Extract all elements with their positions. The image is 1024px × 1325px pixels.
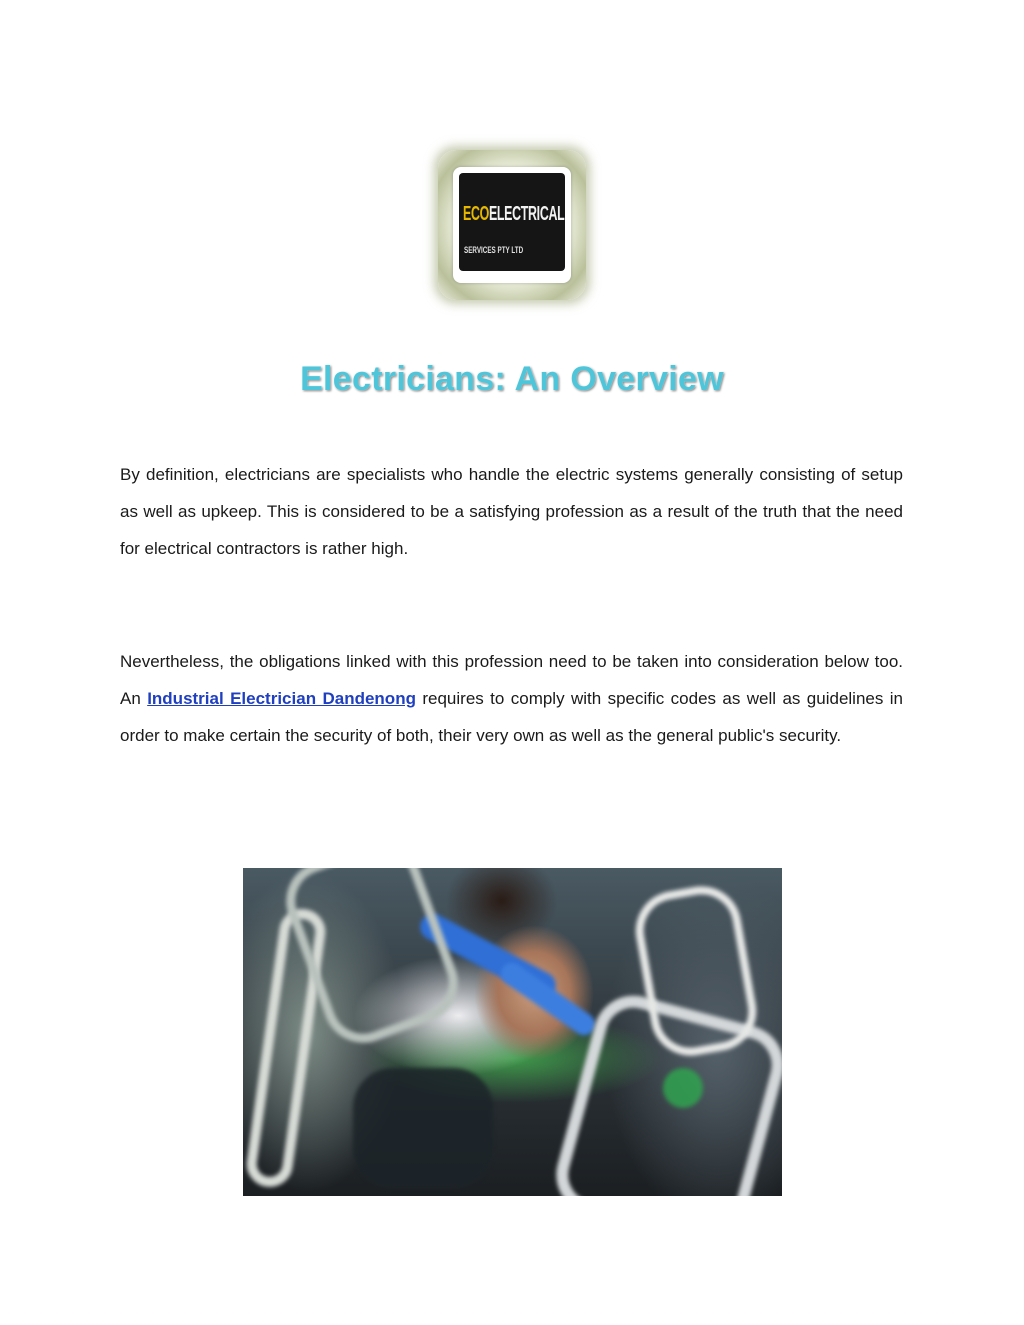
page-title: Electricians: An Overview bbox=[300, 360, 724, 398]
logo-card bbox=[453, 167, 571, 283]
logo-eco-text: ECO bbox=[463, 203, 489, 225]
industrial-electrician-link[interactable]: Industrial Electrician Dandenong bbox=[147, 689, 416, 708]
logo-plate bbox=[459, 173, 565, 271]
electrician-photo bbox=[243, 868, 782, 1196]
logo-wordmark bbox=[463, 203, 564, 226]
paragraph-obligations bbox=[120, 643, 903, 754]
photo-wire bbox=[497, 958, 600, 1039]
paragraph-text-before-link: Nevertheless, the obligations linked with this profession need to be taken into consideration below too. An bbox=[120, 652, 903, 708]
logo-electrical-text: ELECTRICAL bbox=[488, 203, 565, 225]
photo-wire bbox=[353, 1068, 493, 1188]
photo-wire bbox=[663, 1068, 703, 1108]
company-logo bbox=[438, 150, 586, 300]
logo-subtitle: SERVICES PTY LTD bbox=[464, 245, 524, 255]
paragraph-definition: By definition, electricians are specialists who handle the electric systems generally consisting of setup as well as upkeep. This is considered to be a satisfying profession as a result of the truth that the need for electrical contractors is rather high. bbox=[120, 465, 903, 558]
paragraph-text-after-link: requires to comply with specific codes as well as guidelines in order to make certain the security of both, their very own as well as the general public's security. bbox=[120, 689, 903, 745]
